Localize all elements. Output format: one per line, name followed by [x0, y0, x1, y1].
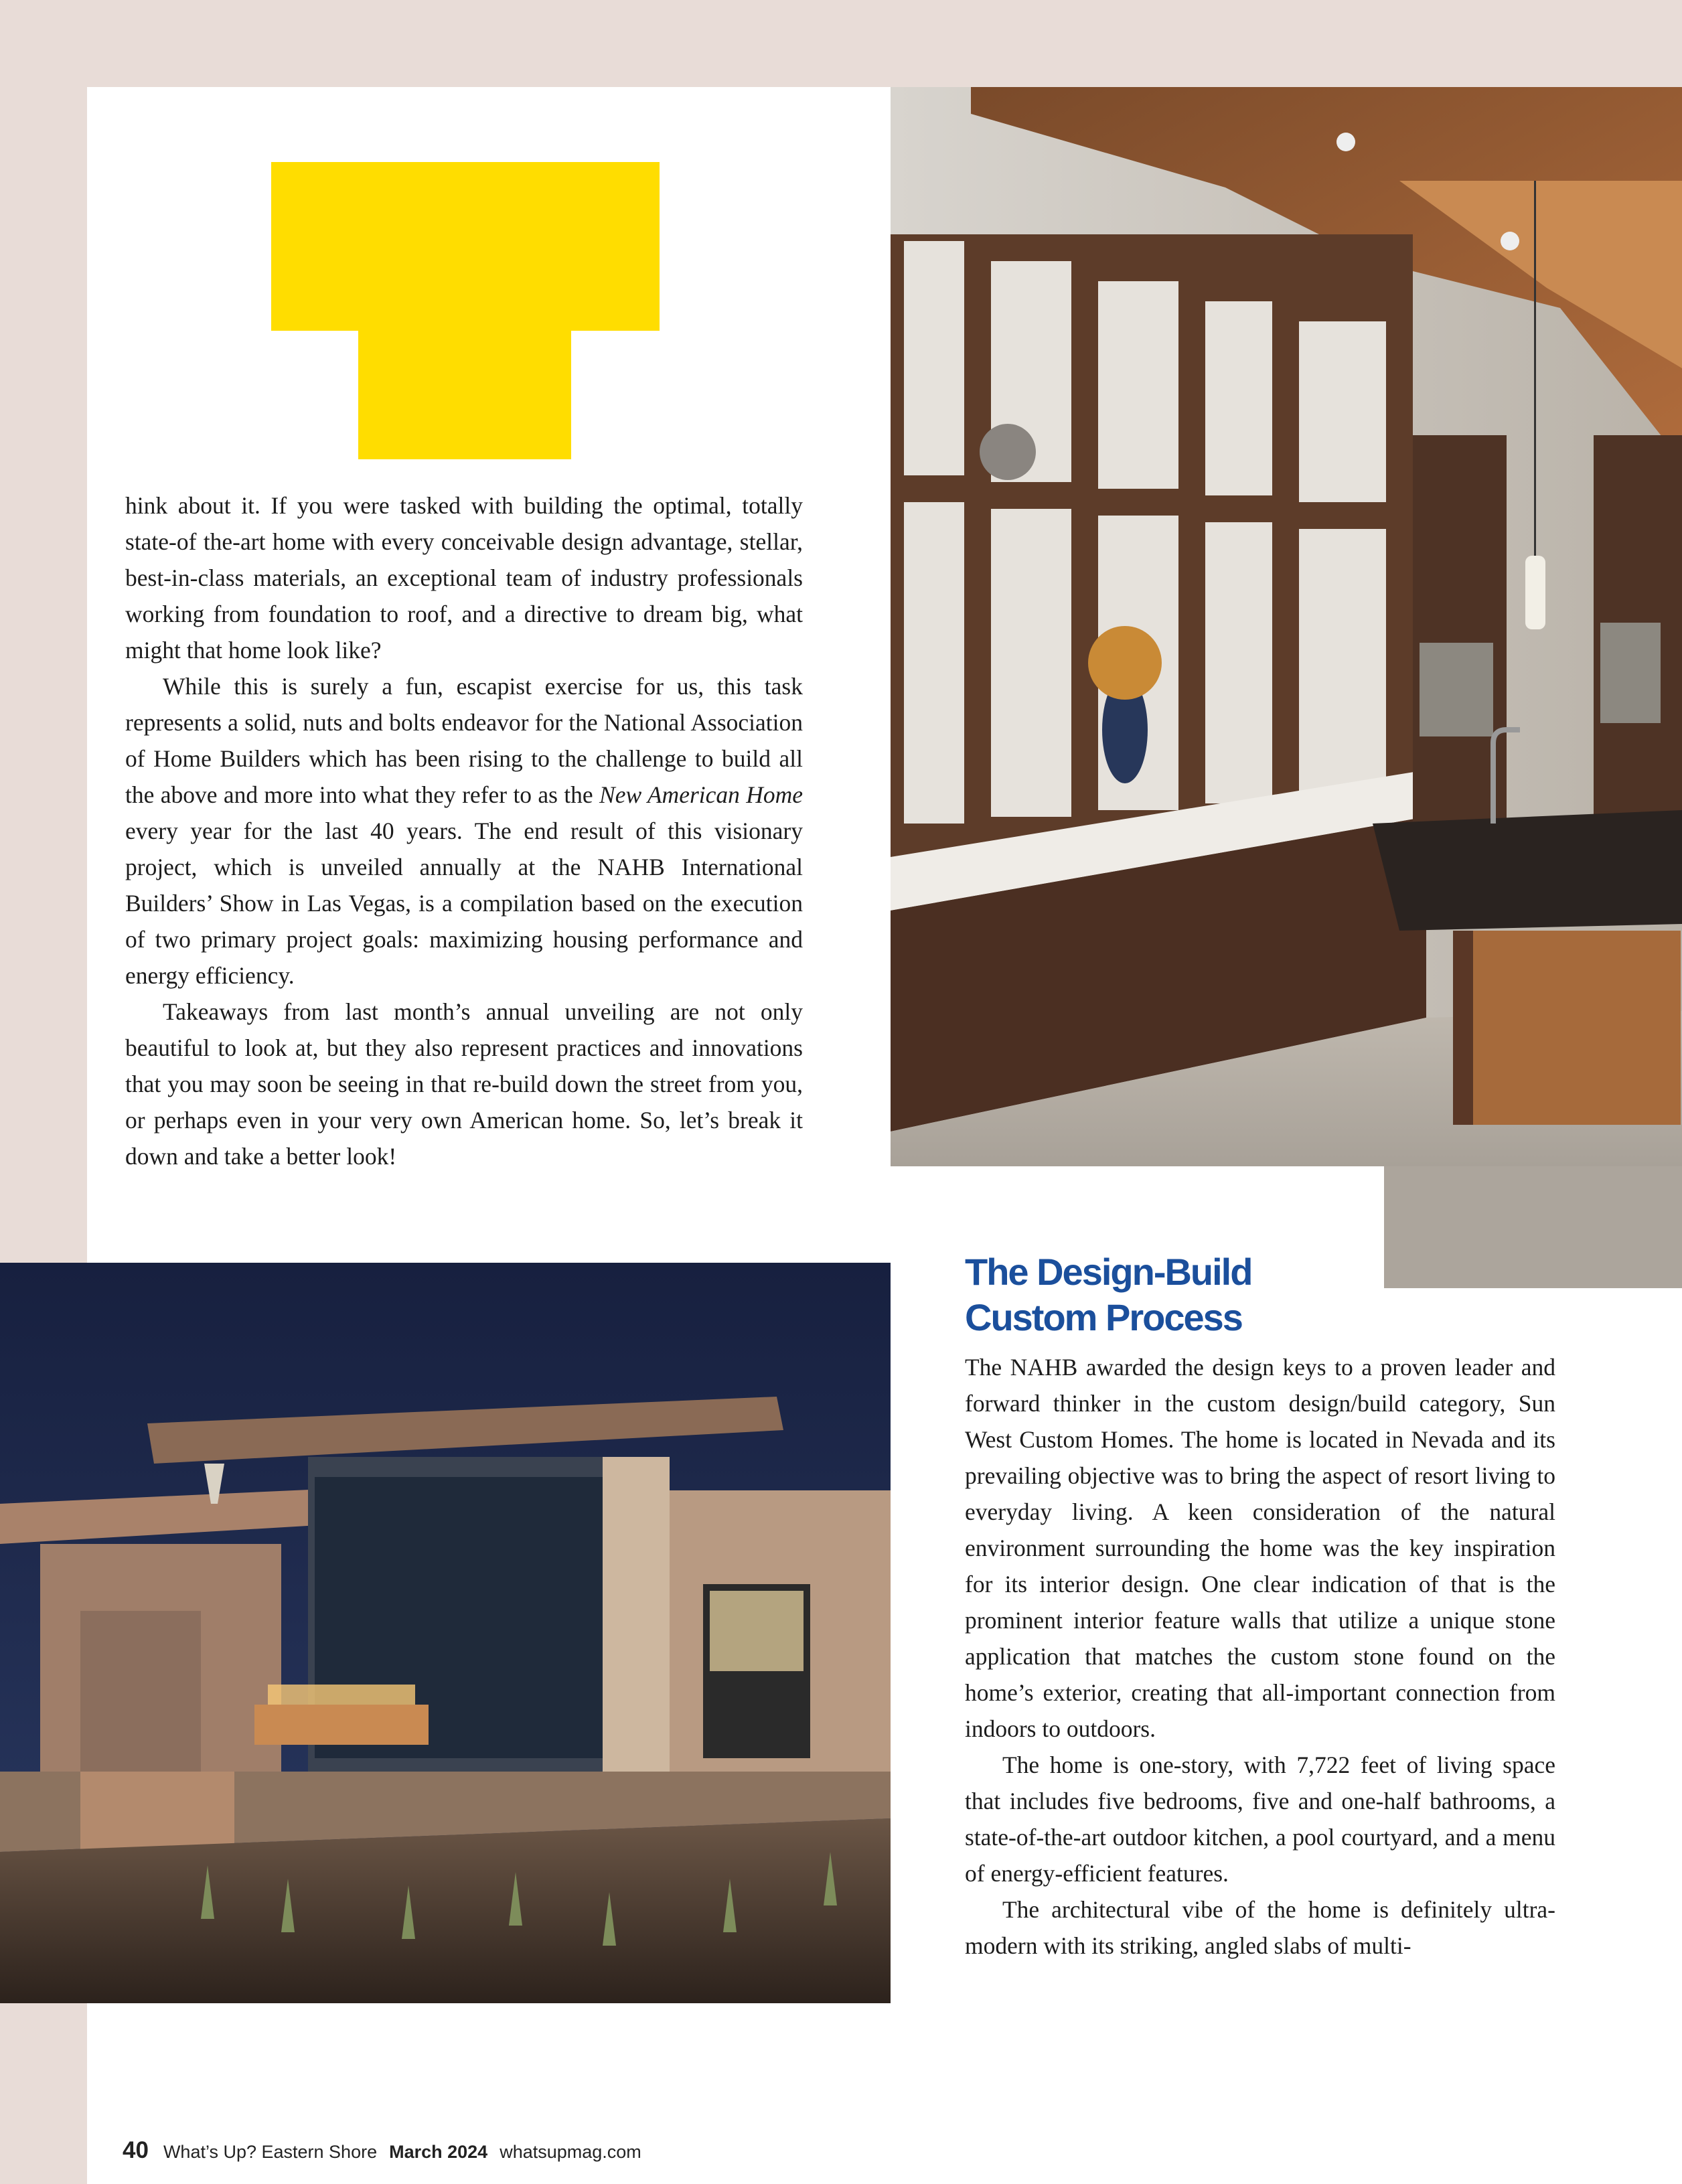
page-number: 40 — [123, 2137, 149, 2163]
kitchen-photo-floor-extension — [1384, 1166, 1682, 1288]
paragraph-one-story: The home is one-story, with 7,722 feet of living space that includes five bedrooms, five and one-half bathrooms, a state-of-the-art outdoor kitchen, a pool courtyard, and a menu of energy-efficient features. — [965, 1751, 1555, 1887]
website-link[interactable]: whatsupmag.com — [500, 2142, 641, 2162]
section-heading: The Design-Build Custom Process — [965, 1251, 1252, 1338]
exterior-photo — [0, 1263, 891, 2003]
paragraph-takeaways: Takeaways from last month’s annual unveiling are not only beautiful to look at, but they also represent practices and innovations that you may soon be seeing in that re-build down the street from you, or perhaps even in your very own American home. So, let’s break it down and take a better look! — [125, 998, 803, 1170]
issue-date: March 2024 — [389, 2142, 488, 2162]
article-column-right — [965, 1349, 1555, 1964]
page-footer — [123, 2137, 641, 2164]
drop-cap-t-stem — [358, 331, 571, 459]
paragraph-nahb-award: The NAHB awarded the design keys to a proven leader and forward thinker in the custom design/build category, Sun West Custom Homes. The home is located in Nevada and its prevailing objective was to bring the aspect of resort living to everyday living. A keen consideration of the natural environment surrounding the home was the key inspiration for its interior design. One clear indication of that is the prominent interior feature walls that utilize a unique stone application that matches the custom stone found on the home’s exterior, creating that all-important connection from indoors to outdoors. — [965, 1354, 1555, 1742]
paragraph-nahb: While this is surely a fun, escapist exercise for us, this task represents a solid, nuts and bolts endeavor for the National Association of Home Builders which has been rising to the challenge to build all the above and more into what they refer to as the New American Home every year for the last 40 years. The end result of this visionary project, which is unveiled annually at the NAHB International Builders’ Show in Las Vegas, is a compilation based on the execution of two primary project goals: maximizing housing performance and energy efficiency. — [125, 673, 804, 989]
italic-title: New American Home — [599, 781, 804, 808]
paragraph-architecture: The architectural vibe of the home is definitely ultra-modern with its striking, angled slabs of multi- — [965, 1896, 1555, 1959]
paragraph-intro: hink about it. If you were tasked with building the optimal, totally state-of the-art home with every conceivable design advantage, stellar, best-in-class materials, an exceptional team of industry professionals working from foundation to roof, and a directive to dream big, what might that home look like? — [125, 492, 803, 664]
magazine-name: What’s Up? Eastern Shore — [163, 2142, 378, 2162]
drop-cap-t-bar — [271, 162, 660, 331]
kitchen-photo — [891, 87, 1682, 1166]
article-column-left — [125, 487, 803, 1174]
